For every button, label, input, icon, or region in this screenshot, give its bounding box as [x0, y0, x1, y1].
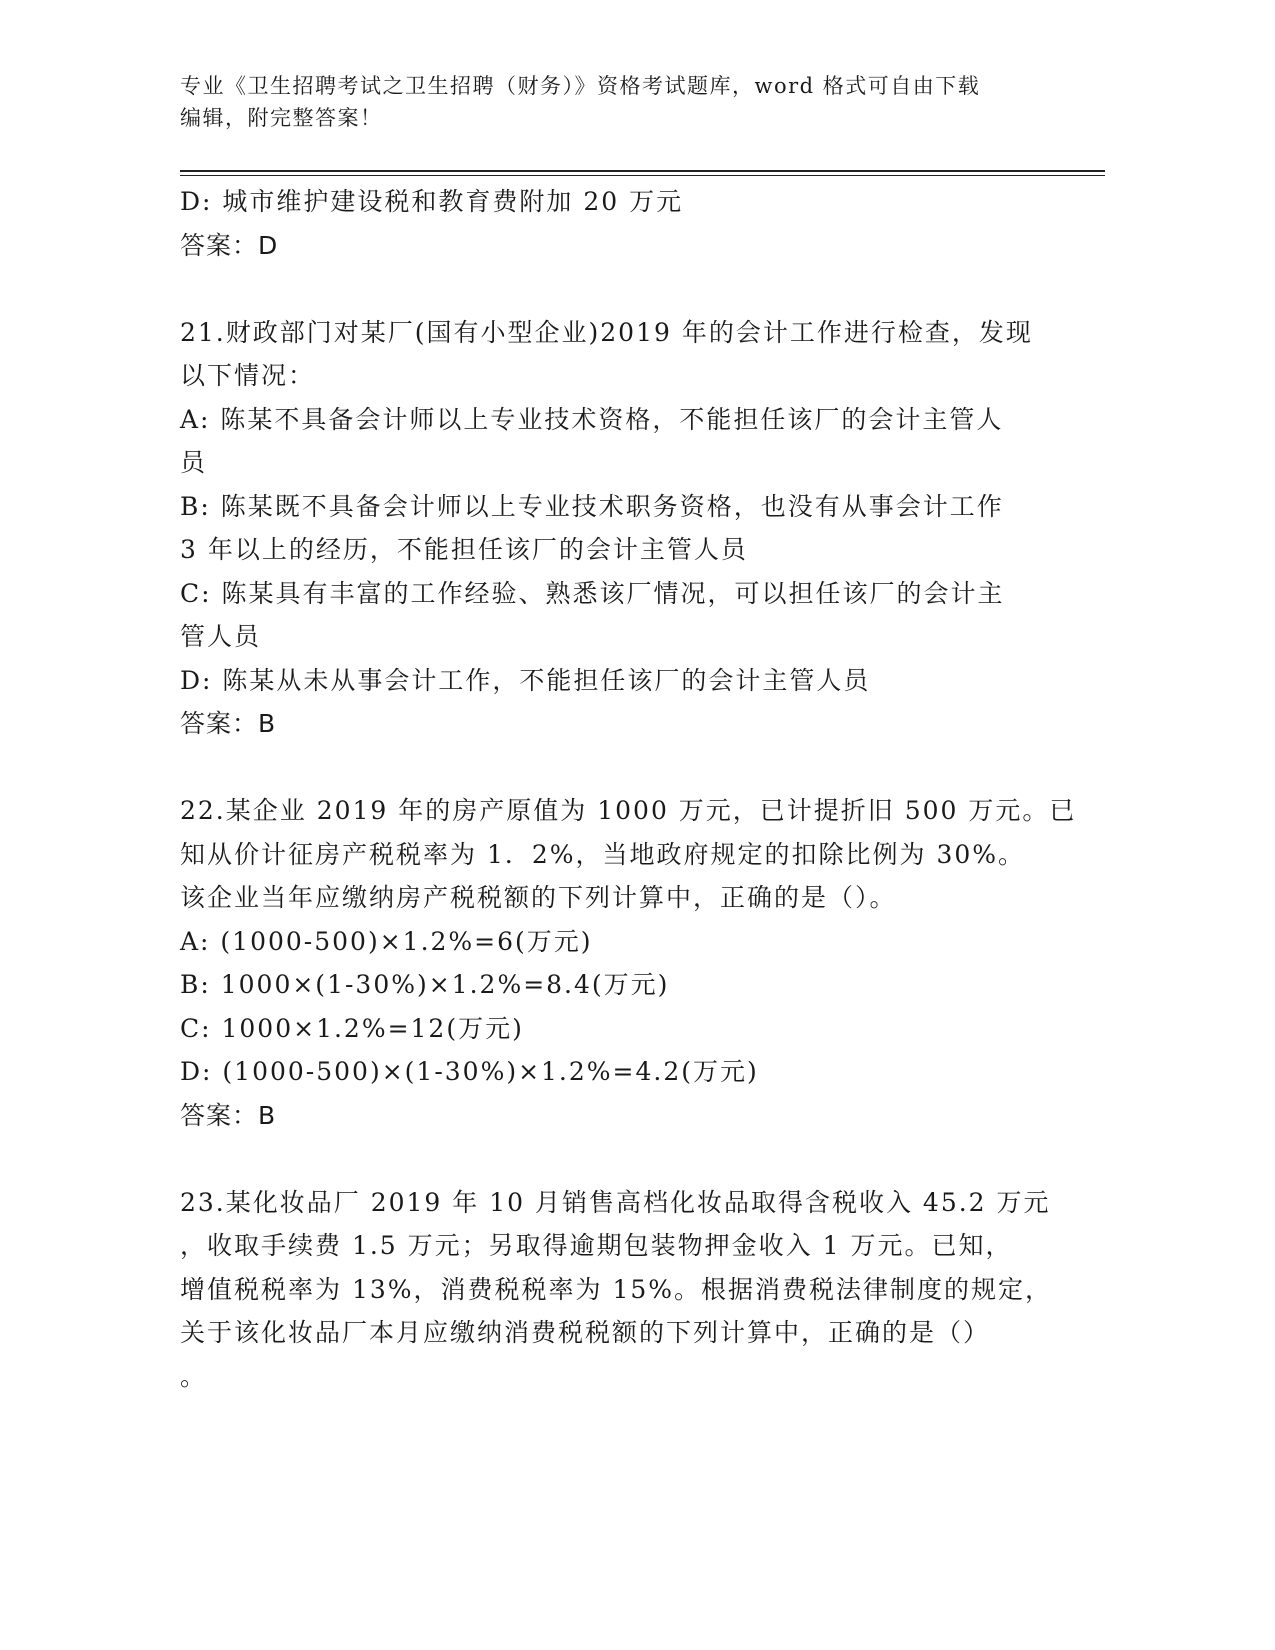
option-d: D: 陈某从未从事会计工作，不能担任该厂的会计主管人员 — [180, 665, 871, 695]
answer-line: 答案：D — [180, 230, 279, 260]
option-a: A: 陈某不具备会计师以上专业技术资格，不能担任该厂的会计主管人 — [180, 404, 1004, 434]
question-stem: 22.某企业 2019 年的房产原值为 1000 万元，已计提折旧 500 万元。已 — [180, 796, 1077, 825]
question-23 — [180, 1181, 1053, 1399]
header-line-2: 编辑，附完整答案！ — [180, 106, 383, 130]
option-c: C: 陈某具有丰富的工作经验、熟悉该厂情况，可以担任该厂的会计主 — [180, 578, 1005, 608]
spacer — [180, 1137, 1040, 1181]
spacer — [180, 746, 1040, 790]
question-stem: ，收取手续费 1.5 万元；另取得逾期包装物押金收入 1 万元。已知， — [180, 1231, 1013, 1260]
option-b: B: 陈某既不具备会计师以上专业技术职务资格，也没有从事会计工作 — [180, 491, 1004, 521]
header-divider-thin — [180, 175, 1105, 176]
option-c-cont: 管人员 — [180, 622, 262, 651]
answer-line: 答案：B — [180, 709, 277, 738]
option-d: D: 城市维护建设税和教育费附加 20 万元 — [180, 187, 684, 216]
option-c: C: 1000×1.2%=12(万元) — [180, 1013, 524, 1043]
option-a-cont: 员 — [180, 448, 208, 477]
question-stem: 增值税税率为 13%，消费税税率为 15%。根据消费税法律制度的规定， — [180, 1274, 1053, 1304]
spacer — [180, 267, 1040, 311]
option-a: A: (1000-500)×1.2%=6(万元) — [180, 926, 593, 956]
question-21 — [180, 311, 1040, 746]
document-body — [180, 180, 1077, 1398]
header-line-1: 专业《卫生招聘考试之卫生招聘（财务）》资格考试题库，word 格式可自由下载 — [180, 74, 981, 98]
question-stem: 知从价计征房产税税率为 1．2%，当地政府规定的扣除比例为 30%。 — [180, 839, 1026, 869]
answer-line: 答案：B — [180, 1100, 277, 1130]
question-22 — [180, 789, 1077, 1137]
question-stem: 该企业当年应缴纳房产税税额的下列计算中，正确的是（）。 — [180, 883, 897, 912]
question-stem: 21.财政部门对某厂(国有小型企业)2019 年的会计工作进行检查，发现 — [180, 317, 1033, 347]
header-divider-thick — [180, 170, 1105, 172]
option-b-cont: 3 年以上的经历，不能担任该厂的会计主管人员 — [180, 535, 748, 564]
question-stem: 以下情况： — [180, 361, 316, 390]
question-stem: 23.某化妆品厂 2019 年 10 月销售高档化妆品取得含税收入 45.2 万元 — [180, 1187, 1051, 1217]
option-d: D: (1000-500)×(1-30%)×1.2%=4.2(万元) — [180, 1057, 759, 1086]
option-b: B: 1000×(1-30%)×1.2%=8.4(万元) — [180, 970, 670, 999]
question-stem: 。 — [180, 1361, 208, 1391]
question-stem: 关于该化妆品厂本月应缴纳消费税税额的下列计算中，正确的是（） — [180, 1318, 991, 1347]
question-20-tail — [180, 180, 1040, 267]
document-header — [180, 70, 1040, 134]
